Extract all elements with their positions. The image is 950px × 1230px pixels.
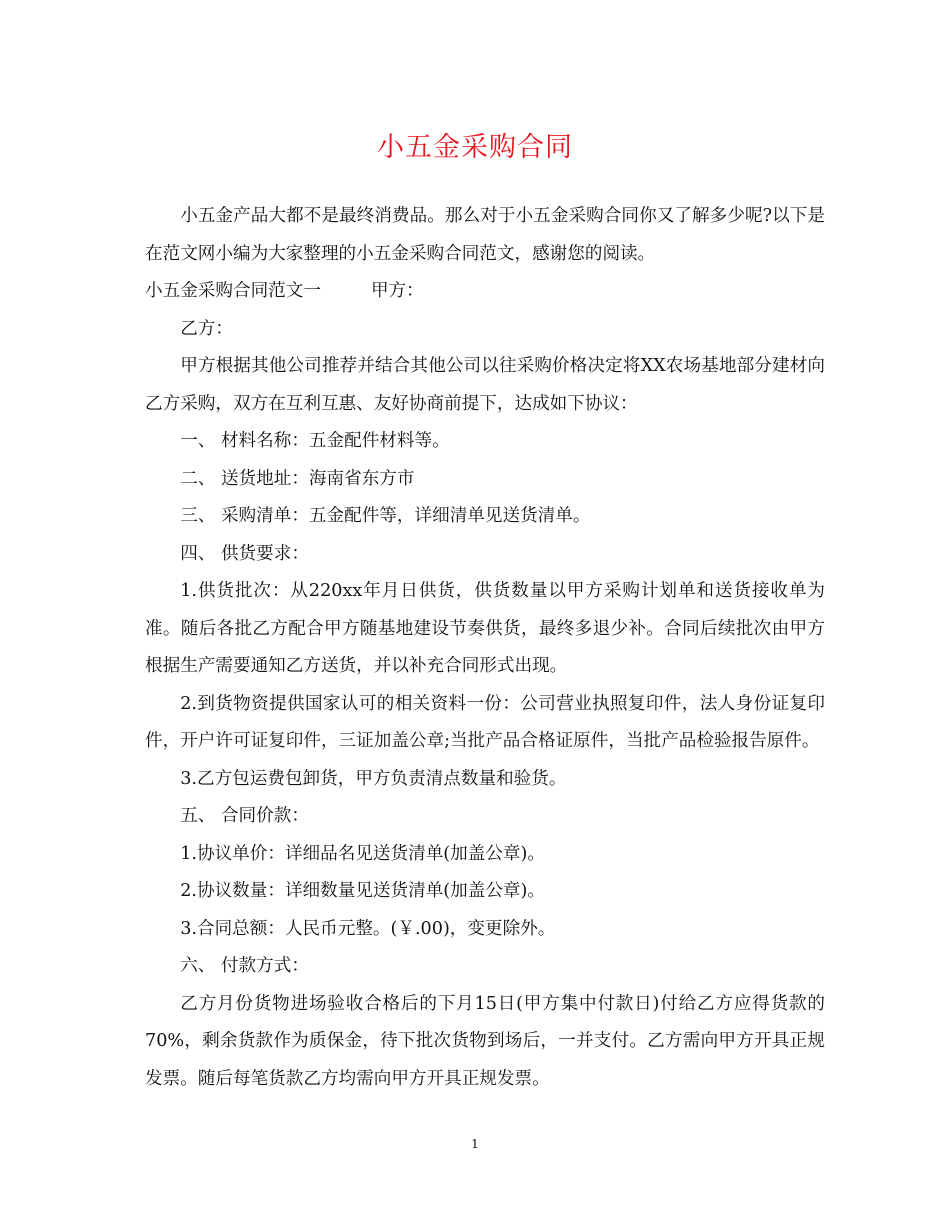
supply-batch-item: 1.供货批次：从220xx年月日供货，供货数量以甲方采购计划单和送货接收单为准。随后各批乙方配合甲方随基地建设节奏供货，最终多退少补。合同后续批次由甲方根据生产需要通知乙方送货，并以补充合同形式出现。 bbox=[145, 581, 825, 676]
sample-heading: 小五金采购合同范文一 bbox=[145, 281, 321, 301]
clause-contract-price: 五、 合同价款： bbox=[180, 806, 309, 826]
agreement-paragraph: 甲方根据其他公司推荐并结合其他公司以往采购价格决定将XX农场基地部分建材向乙方采购，双方在互利互惠、友好协商前提下，达成如下协议： bbox=[145, 356, 825, 414]
supply-freight-item: 3.乙方包运费包卸货，甲方负责清点数量和验货。 bbox=[180, 768, 567, 789]
party-a-label: 甲方： bbox=[370, 281, 424, 301]
clause-supply-requirements: 四、 供货要求： bbox=[180, 543, 309, 564]
clause-material-name: 一、 材料名称：五金配件材料等。 bbox=[180, 431, 450, 451]
sample-heading-line bbox=[145, 273, 825, 311]
payment-paragraph: 乙方月份货物进场验收合格后的下月15日(甲方集中付款日)付给乙方应得货款的70%，剩余货款作为质保金，待下批次货物到场后，一并支付。乙方需向甲方开具正规发票。随后每笔货款乙方均需向甲方开具正规发票。 bbox=[145, 993, 825, 1089]
intro-paragraph: 小五金产品大都不是最终消费品。那么对于小五金采购合同你又了解多少呢?以下是在范文网小编为大家整理的小五金采购合同范文，感谢您的阅读。 bbox=[145, 206, 825, 264]
party-b-label: 乙方： bbox=[180, 318, 233, 339]
clause-purchase-list: 三、 采购清单：五金配件等，详细清单见送货清单。 bbox=[180, 506, 591, 526]
document-body bbox=[145, 198, 825, 1098]
page-number: 1 bbox=[471, 1137, 479, 1151]
price-quantity-item: 2.协议数量：详细数量见送货清单(加盖公章)。 bbox=[180, 881, 545, 901]
document-title: 小五金采购合同 bbox=[377, 132, 573, 163]
clause-delivery-address: 二、 送货地址：海南省东方市 bbox=[180, 468, 415, 489]
price-total-item: 3.合同总额：人民币元整。(￥.00)，变更除外。 bbox=[180, 918, 556, 939]
supply-documents-item: 2.到货物资提供国家认可的相关资料一份：公司营业执照复印件，法人身份证复印件，开户许可证复印件，三证加盖公章;当批产品合格证原件，当批产品检验报告原件。 bbox=[145, 693, 825, 751]
clause-payment-method: 六、 付款方式： bbox=[180, 956, 309, 976]
price-unit-item: 1.协议单价：详细品名见送货清单(加盖公章)。 bbox=[180, 843, 545, 864]
